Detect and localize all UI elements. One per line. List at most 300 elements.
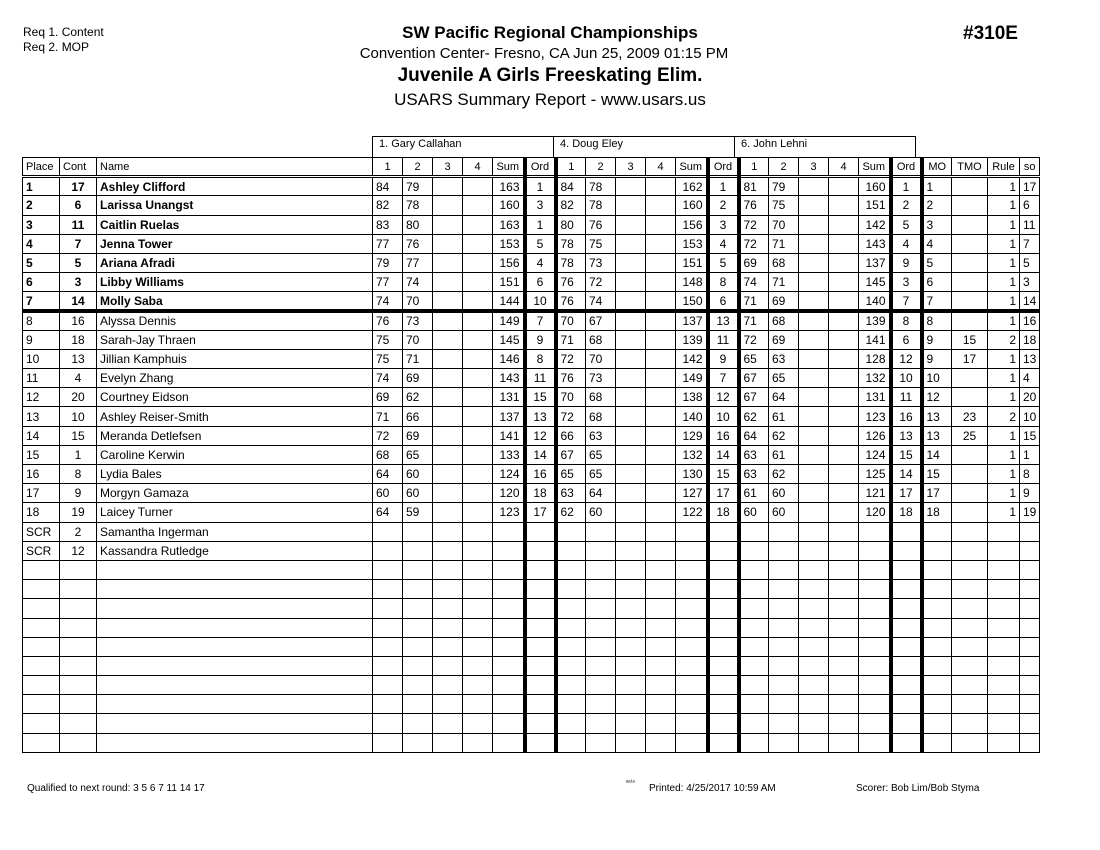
col-j2-s4: 4 [646, 158, 676, 177]
judge-1-score-2: 70 [403, 330, 433, 349]
blank-row [23, 656, 1040, 675]
judge-3-score-4 [829, 733, 859, 752]
judge-1-score-4 [463, 311, 493, 330]
judge-3-score-2 [769, 637, 799, 656]
rule-cell [988, 676, 1020, 695]
judge-1-score-4 [463, 541, 493, 560]
tmo-cell [952, 465, 988, 484]
judge-3-score-3 [799, 407, 829, 426]
mo-cell [922, 541, 952, 560]
judge-2-score-4 [646, 311, 676, 330]
judge-3-ordinal: 9 [891, 253, 922, 272]
event-number: #310E [963, 23, 1018, 44]
mo-cell: 1 [922, 177, 952, 196]
judge-3-ordinal: 13 [891, 426, 922, 445]
judge-3-sum: 124 [859, 445, 891, 464]
judge-3-score-3 [799, 234, 829, 253]
judge-header-3: 6. John Lehni [734, 136, 916, 157]
so-cell: 8 [1020, 465, 1040, 484]
judge-1-sum: 146 [493, 349, 525, 368]
judge-3-score-4 [829, 560, 859, 579]
place-cell [23, 733, 60, 752]
judge-1-score-3 [433, 330, 463, 349]
judge-1-sum [493, 541, 525, 560]
col-j1-s2: 2 [403, 158, 433, 177]
judge-3-score-2 [769, 541, 799, 560]
judge-3-score-3 [799, 541, 829, 560]
col-j2-s1: 1 [556, 158, 586, 177]
col-j1-s3: 3 [433, 158, 463, 177]
judge-1-score-1: 64 [373, 503, 403, 522]
judge-1-score-1: 60 [373, 484, 403, 503]
judge-3-score-1 [739, 580, 769, 599]
judge-2-score-1 [556, 676, 586, 695]
cont-cell [60, 637, 97, 656]
judge-3-score-1: 65 [739, 349, 769, 368]
judge-3-ordinal: 8 [891, 311, 922, 330]
cont-cell: 18 [60, 330, 97, 349]
judge-3-score-2: 69 [769, 292, 799, 311]
judge-2-sum: 138 [676, 388, 708, 407]
judge-1-sum: 149 [493, 311, 525, 330]
judge-1-score-3 [433, 426, 463, 445]
place-cell: 10 [23, 349, 60, 368]
judge-3-ordinal [891, 599, 922, 618]
judge-1-score-3 [433, 599, 463, 618]
judge-3-score-2: 68 [769, 311, 799, 330]
judge-3-score-4 [829, 234, 859, 253]
judge-2-score-1: 65 [556, 465, 586, 484]
judge-3-score-1: 60 [739, 503, 769, 522]
judge-3-score-1: 61 [739, 484, 769, 503]
tmo-cell: 25 [952, 426, 988, 445]
judge-1-score-4 [463, 676, 493, 695]
judge-1-score-1: 76 [373, 311, 403, 330]
judge-3-score-4 [829, 445, 859, 464]
rule-cell: 1 [988, 503, 1020, 522]
judge-3-score-2 [769, 599, 799, 618]
judge-3-sum: 121 [859, 484, 891, 503]
so-cell: 18 [1020, 330, 1040, 349]
judge-3-score-2: 65 [769, 369, 799, 388]
judge-2-score-2 [586, 541, 616, 560]
mo-cell [922, 580, 952, 599]
blank-row [23, 618, 1040, 637]
skater-name [97, 580, 373, 599]
judge-3-score-3 [799, 465, 829, 484]
cont-cell: 5 [60, 253, 97, 272]
judge-2-score-2 [586, 599, 616, 618]
skater-name: Meranda Detlefsen [97, 426, 373, 445]
skater-name: Kassandra Rutledge [97, 541, 373, 560]
judge-3-score-3 [799, 599, 829, 618]
judge-2-score-3 [616, 618, 646, 637]
judge-2-score-4 [646, 349, 676, 368]
judge-1-ordinal [525, 599, 556, 618]
judge-1-score-1: 79 [373, 253, 403, 272]
judge-2-score-1 [556, 637, 586, 656]
cont-cell: 17 [60, 177, 97, 196]
judge-3-score-2: 63 [769, 349, 799, 368]
judge-1-score-4 [463, 273, 493, 292]
judge-2-ordinal [708, 541, 739, 560]
judge-3-sum [859, 560, 891, 579]
judge-3-score-2 [769, 676, 799, 695]
so-cell: 20 [1020, 388, 1040, 407]
place-cell: 15 [23, 445, 60, 464]
judge-1-score-3 [433, 292, 463, 311]
judge-3-ordinal: 12 [891, 349, 922, 368]
tmo-cell: 15 [952, 330, 988, 349]
so-cell [1020, 676, 1040, 695]
judge-1-score-4 [463, 656, 493, 675]
judge-2-ordinal [708, 618, 739, 637]
place-cell: SCR [23, 541, 60, 560]
judge-2-score-2: 64 [586, 484, 616, 503]
judge-2-score-2: 78 [586, 177, 616, 196]
judge-1-score-1: 77 [373, 234, 403, 253]
judge-1-score-3 [433, 560, 463, 579]
judge-1-score-4 [463, 369, 493, 388]
so-cell [1020, 599, 1040, 618]
col-mo: MO [922, 158, 952, 177]
judge-3-score-3 [799, 196, 829, 215]
judge-3-score-1: 72 [739, 215, 769, 234]
judge-2-sum [676, 580, 708, 599]
cont-cell: 2 [60, 522, 97, 541]
judge-2-score-1: 82 [556, 196, 586, 215]
col-j1-s1: 1 [373, 158, 403, 177]
judge-2-score-2: 60 [586, 503, 616, 522]
judge-2-score-4 [646, 656, 676, 675]
judge-1-score-3 [433, 637, 463, 656]
place-cell: 5 [23, 253, 60, 272]
mo-cell [922, 618, 952, 637]
judge-3-score-2 [769, 714, 799, 733]
judge-3-score-2 [769, 656, 799, 675]
judge-2-ordinal: 12 [708, 388, 739, 407]
judge-2-score-1 [556, 714, 586, 733]
skater-name: Ariana Afradi [97, 253, 373, 272]
judge-1-score-4 [463, 599, 493, 618]
judge-2-score-1 [556, 618, 586, 637]
skater-name: Morgyn Gamaza [97, 484, 373, 503]
place-cell [23, 560, 60, 579]
judge-2-score-4 [646, 292, 676, 311]
so-cell: 1 [1020, 445, 1040, 464]
rule-cell: 1 [988, 349, 1020, 368]
tmo-cell [952, 656, 988, 675]
mo-cell: 10 [922, 369, 952, 388]
col-j3-sum: Sum [859, 158, 891, 177]
judge-2-score-3 [616, 580, 646, 599]
skater-name: Ashley Clifford [97, 177, 373, 196]
tmo-cell [952, 714, 988, 733]
judge-1-sum [493, 522, 525, 541]
judge-1-score-1 [373, 733, 403, 752]
judge-3-ordinal [891, 656, 922, 675]
judge-1-score-3 [433, 349, 463, 368]
judge-1-score-3 [433, 714, 463, 733]
judge-2-score-2: 76 [586, 215, 616, 234]
table-row [23, 484, 1040, 503]
judge-2-score-1: 70 [556, 311, 586, 330]
judge-1-ordinal: 13 [525, 407, 556, 426]
judge-2-ordinal [708, 560, 739, 579]
judge-3-score-1: 67 [739, 369, 769, 388]
judge-3-ordinal: 4 [891, 234, 922, 253]
tmo-cell: 17 [952, 349, 988, 368]
judge-2-score-3 [616, 656, 646, 675]
judge-3-score-4 [829, 330, 859, 349]
judge-2-ordinal [708, 676, 739, 695]
judge-1-sum: 131 [493, 388, 525, 407]
judge-1-score-2: 62 [403, 388, 433, 407]
judge-2-score-3 [616, 388, 646, 407]
judge-3-score-4 [829, 369, 859, 388]
judge-1-score-2: 79 [403, 177, 433, 196]
judge-2-score-3 [616, 273, 646, 292]
judge-2-sum [676, 637, 708, 656]
judge-1-sum: 137 [493, 407, 525, 426]
judge-2-score-2: 70 [586, 349, 616, 368]
rule-cell: 2 [988, 330, 1020, 349]
judge-2-sum [676, 599, 708, 618]
skater-name [97, 714, 373, 733]
judge-1-score-4 [463, 196, 493, 215]
judge-1-ordinal: 11 [525, 369, 556, 388]
judge-2-score-3 [616, 369, 646, 388]
judge-2-score-2: 74 [586, 292, 616, 311]
results-body [23, 177, 1040, 753]
judge-2-score-2 [586, 618, 616, 637]
rule-cell: 1 [988, 196, 1020, 215]
judge-2-score-2: 65 [586, 445, 616, 464]
judge-3-score-2: 70 [769, 215, 799, 234]
judge-2-sum [676, 522, 708, 541]
judge-3-score-4 [829, 599, 859, 618]
judge-3-score-2: 71 [769, 234, 799, 253]
rule-cell [988, 560, 1020, 579]
place-cell [23, 676, 60, 695]
judge-2-score-4 [646, 445, 676, 464]
judge-3-score-4 [829, 177, 859, 196]
judge-3-ordinal: 2 [891, 196, 922, 215]
judge-3-score-3 [799, 215, 829, 234]
place-cell: 8 [23, 311, 60, 330]
judge-2-sum [676, 656, 708, 675]
judge-1-score-2: 78 [403, 196, 433, 215]
judge-1-score-3 [433, 465, 463, 484]
mo-cell: 5 [922, 253, 952, 272]
so-cell [1020, 618, 1040, 637]
judge-1-ordinal: 18 [525, 484, 556, 503]
judge-2-score-3 [616, 637, 646, 656]
judge-2-sum: 149 [676, 369, 708, 388]
judge-3-score-1: 71 [739, 311, 769, 330]
judge-2-sum: 162 [676, 177, 708, 196]
mo-cell: 2 [922, 196, 952, 215]
judge-3-score-1 [739, 714, 769, 733]
requirement-2: Req 2. MOP [23, 40, 90, 54]
judge-3-score-2 [769, 560, 799, 579]
judge-2-score-1: 76 [556, 292, 586, 311]
judge-1-score-4 [463, 522, 493, 541]
so-cell [1020, 733, 1040, 752]
judge-2-score-3 [616, 503, 646, 522]
judge-1-sum: 151 [493, 273, 525, 292]
judge-2-score-1: 72 [556, 407, 586, 426]
judge-3-score-3 [799, 522, 829, 541]
judge-1-ordinal [525, 618, 556, 637]
judge-2-score-4 [646, 196, 676, 215]
judge-3-score-4 [829, 253, 859, 272]
rule-cell: 1 [988, 177, 1020, 196]
judge-1-score-1 [373, 695, 403, 714]
table-row [23, 177, 1040, 196]
judge-2-score-1: 66 [556, 426, 586, 445]
judge-3-ordinal: 3 [891, 273, 922, 292]
judge-3-score-4 [829, 656, 859, 675]
judge-2-score-3 [616, 522, 646, 541]
judge-2-score-1: 76 [556, 273, 586, 292]
judge-2-score-4 [646, 541, 676, 560]
judge-2-score-4 [646, 388, 676, 407]
judge-1-score-2: 69 [403, 426, 433, 445]
judge-3-score-1: 62 [739, 407, 769, 426]
judge-1-score-1 [373, 656, 403, 675]
judge-1-ordinal: 5 [525, 234, 556, 253]
judge-1-score-3 [433, 445, 463, 464]
mo-cell [922, 656, 952, 675]
judge-3-ordinal: 18 [891, 503, 922, 522]
judge-2-score-4 [646, 503, 676, 522]
rule-cell: 1 [988, 369, 1020, 388]
place-cell [23, 695, 60, 714]
rule-cell [988, 656, 1020, 675]
judge-2-score-1: 76 [556, 369, 586, 388]
judge-1-score-2 [403, 580, 433, 599]
judge-2-score-3 [616, 599, 646, 618]
judge-1-sum [493, 733, 525, 752]
judge-1-score-4 [463, 733, 493, 752]
judge-1-score-2 [403, 618, 433, 637]
judge-3-score-4 [829, 273, 859, 292]
mo-cell: 7 [922, 292, 952, 311]
judge-3-sum [859, 733, 891, 752]
so-cell [1020, 580, 1040, 599]
judge-2-score-4 [646, 695, 676, 714]
judge-1-ordinal: 15 [525, 388, 556, 407]
judge-1-score-1: 71 [373, 407, 403, 426]
judge-2-ordinal: 14 [708, 445, 739, 464]
cont-cell: 12 [60, 541, 97, 560]
judge-1-ordinal [525, 522, 556, 541]
judge-3-ordinal [891, 733, 922, 752]
judge-2-score-3 [616, 445, 646, 464]
so-cell [1020, 522, 1040, 541]
judge-2-score-4 [646, 733, 676, 752]
judge-2-score-1: 62 [556, 503, 586, 522]
col-name: Name [97, 158, 373, 177]
judge-1-ordinal [525, 656, 556, 675]
judge-1-score-2 [403, 560, 433, 579]
table-row [23, 253, 1040, 272]
tmo-cell [952, 484, 988, 503]
judge-2-sum: 140 [676, 407, 708, 426]
judge-1-score-3 [433, 503, 463, 522]
rule-cell: 1 [988, 465, 1020, 484]
so-cell [1020, 695, 1040, 714]
judge-1-score-1: 68 [373, 445, 403, 464]
cont-cell: 1 [60, 445, 97, 464]
judge-2-score-3 [616, 560, 646, 579]
so-cell [1020, 714, 1040, 733]
so-cell: 13 [1020, 349, 1040, 368]
judge-3-score-3 [799, 580, 829, 599]
blank-row [23, 580, 1040, 599]
place-cell: 17 [23, 484, 60, 503]
judge-2-score-4 [646, 273, 676, 292]
judge-3-score-1 [739, 618, 769, 637]
cont-cell [60, 618, 97, 637]
column-header-row [23, 158, 1040, 177]
place-cell [23, 580, 60, 599]
judge-3-sum: 131 [859, 388, 891, 407]
judge-2-score-4 [646, 522, 676, 541]
col-j2-s2: 2 [586, 158, 616, 177]
judge-1-score-4 [463, 695, 493, 714]
table-row [23, 465, 1040, 484]
judge-1-score-4 [463, 407, 493, 426]
judge-header-2: 4. Doug Eley [553, 136, 735, 157]
place-cell [23, 656, 60, 675]
judge-3-score-4 [829, 407, 859, 426]
judge-1-ordinal [525, 541, 556, 560]
judge-1-score-1: 74 [373, 292, 403, 311]
col-j2-s3: 3 [616, 158, 646, 177]
mo-cell: 8 [922, 311, 952, 330]
judge-2-ordinal: 3 [708, 215, 739, 234]
judge-3-ordinal: 1 [891, 177, 922, 196]
judge-2-score-4 [646, 618, 676, 637]
col-j1-s4: 4 [463, 158, 493, 177]
cont-cell: 7 [60, 234, 97, 253]
table-row [23, 215, 1040, 234]
table-row [23, 311, 1040, 330]
judge-2-score-3 [616, 196, 646, 215]
table-row [23, 196, 1040, 215]
mo-cell [922, 714, 952, 733]
rule-cell [988, 541, 1020, 560]
judge-2-score-3 [616, 676, 646, 695]
skater-name [97, 560, 373, 579]
judge-1-sum: 120 [493, 484, 525, 503]
judge-2-score-1: 78 [556, 253, 586, 272]
judge-2-score-2: 67 [586, 311, 616, 330]
cont-cell: 13 [60, 349, 97, 368]
judge-3-score-4 [829, 388, 859, 407]
tmo-cell [952, 599, 988, 618]
judge-1-score-2 [403, 656, 433, 675]
tmo-cell [952, 522, 988, 541]
judge-1-score-3 [433, 580, 463, 599]
judge-1-ordinal: 16 [525, 465, 556, 484]
judge-3-ordinal: 5 [891, 215, 922, 234]
judge-3-score-4 [829, 465, 859, 484]
judge-3-score-1: 72 [739, 330, 769, 349]
so-cell: 9 [1020, 484, 1040, 503]
